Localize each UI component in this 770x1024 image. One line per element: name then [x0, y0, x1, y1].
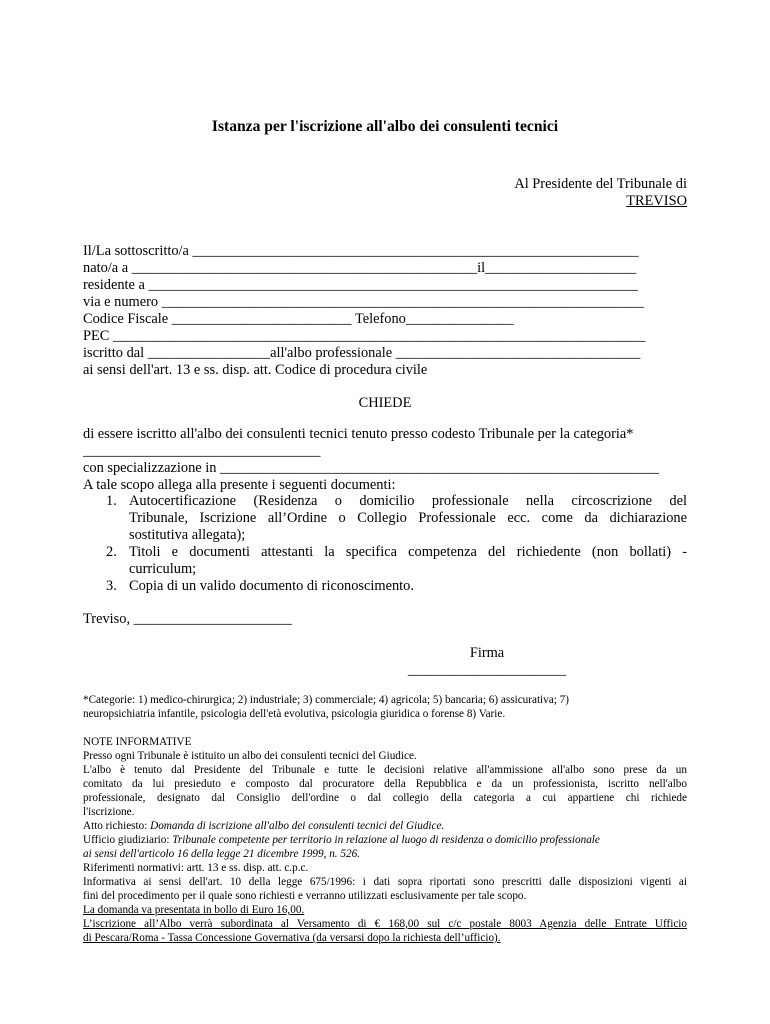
note-ufficio	[83, 834, 600, 848]
list-number: 1.	[106, 493, 117, 509]
note-line: Informativa ai sensi dell'art. 10 della legge 675/1996: i dati sopra riportati sono prescritti dalle disposizioni vigenti ai	[83, 876, 687, 888]
addressee-city: TREVISO	[626, 193, 687, 209]
field-nato: nato/a a ________________________________________________il_____________________	[83, 260, 637, 276]
signature-line: ______________________	[407, 662, 567, 678]
list-item-line: Titoli e documenti attestanti la specifica competenza del richiedente (non bollati) -	[129, 544, 687, 560]
place-date: Treviso, ______________________	[83, 611, 292, 627]
field-sottoscritto: Il/La sottoscritto/a ______________________________________________________________	[83, 243, 639, 259]
list-item-line: sostitutiva allegata);	[129, 527, 246, 543]
notes-heading: NOTE INFORMATIVE	[83, 736, 192, 748]
category-blank: _________________________________	[83, 443, 321, 459]
field-via: via e numero ___________________________________________________________________	[83, 294, 644, 310]
note-versamento: di Pescara/Roma - Tassa Concessione Governativa (da versarsi dopo la richiesta dell’ufficio).	[83, 932, 501, 944]
note-value: Domanda di iscrizione all'albo dei consulenti tecnici del Giudice.	[150, 820, 445, 832]
note-line: l'iscrizione.	[83, 806, 135, 818]
request-line: di essere iscritto all'albo dei consulenti tecnici tenuto presso codesto Tribunale per la categoria*	[83, 426, 634, 442]
signature-label: Firma	[469, 645, 505, 661]
field-codice-fiscale: Codice Fiscale _________________________ Telefono_______________	[83, 311, 514, 327]
note-versamento: L’iscrizione all’Albo verrà subordinata al Versamento di € 168,00 sul c/c postale 8003 Agenzia delle Entrate Ufficio	[83, 918, 687, 930]
note-line: L'albo è tenuto dal Presidente del Tribunale e tutte le decisioni relative all'ammissione all'albo sono prese da un	[83, 764, 687, 776]
field-iscritto: iscritto dal _________________all'albo professionale __________________________________	[83, 345, 641, 361]
field-residente: residente a ____________________________________________________________________	[83, 277, 638, 293]
note-line: Presso ogni Tribunale è istituito un albo dei consulenti tecnici del Giudice.	[83, 750, 417, 762]
chiede-heading: CHIEDE	[358, 395, 412, 411]
note-line: Riferimenti normativi: artt. 13 e ss. disp. att. c.p.c.	[83, 862, 309, 874]
specializzazione-line: con specializzazione in _____________________________________________________________	[83, 460, 659, 476]
list-number: 2.	[106, 544, 117, 560]
document-title: Istanza per l'iscrizione all'albo dei consulenti tecnici	[211, 118, 559, 135]
list-item-line: Tribunale, Iscrizione all’Ordine o Collegio Professionale ecc. come da dichiarazione	[129, 510, 687, 526]
note-label: Ufficio giudiziario:	[83, 834, 173, 846]
addressee-line: Al Presidente del Tribunale di	[514, 176, 687, 192]
note-line: ai sensi dell'articolo 16 della legge 21 dicembre 1999, n. 526.	[83, 848, 360, 860]
note-bollo: La domanda va presentata in bollo di Euro 16,00.	[83, 904, 305, 916]
field-pec: PEC __________________________________________________________________________	[83, 328, 646, 344]
categories-note: *Categorie: 1) medico-chirurgica; 2) industriale; 3) commerciale; 4) agricola; 5) bancaria; 6) assicurativa; 7)	[83, 694, 569, 706]
list-item-line: curriculum;	[129, 561, 197, 577]
allega-line: A tale scopo allega alla presente i seguenti documenti:	[83, 477, 396, 493]
note-line: professionale, designato dal Consiglio dell'ordine o dal collegio della categoria a cui appartiene chi richiede	[83, 792, 687, 804]
note-line: fini del procedimento per il quale sono richiesti e verranno utilizzati esclusivamente per tale scopo.	[83, 890, 527, 902]
note-label: Atto richiesto:	[83, 820, 151, 832]
list-item-line: Copia di un valido documento di riconoscimento.	[129, 578, 414, 594]
note-line: comitato da lui presieduto e composto dal procuratore della Repubblica e da un professionista, iscritto nell'albo	[83, 778, 687, 790]
categories-note: neuropsichiatria infantile, psicologia dell'età evolutiva, psicologia giuridica o forense 8) Varie.	[83, 708, 506, 720]
list-item-line: Autocertificazione (Residenza o domicilio professionale nella circoscrizione del	[129, 493, 687, 509]
note-value: Tribunale competente per territorio in relazione al luogo di residenza o domicilio professionale	[172, 834, 600, 846]
field-ai-sensi: ai sensi dell'art. 13 e ss. disp. att. Codice di procedura civile	[83, 362, 428, 378]
note-atto	[83, 820, 444, 834]
list-number: 3.	[106, 578, 117, 594]
